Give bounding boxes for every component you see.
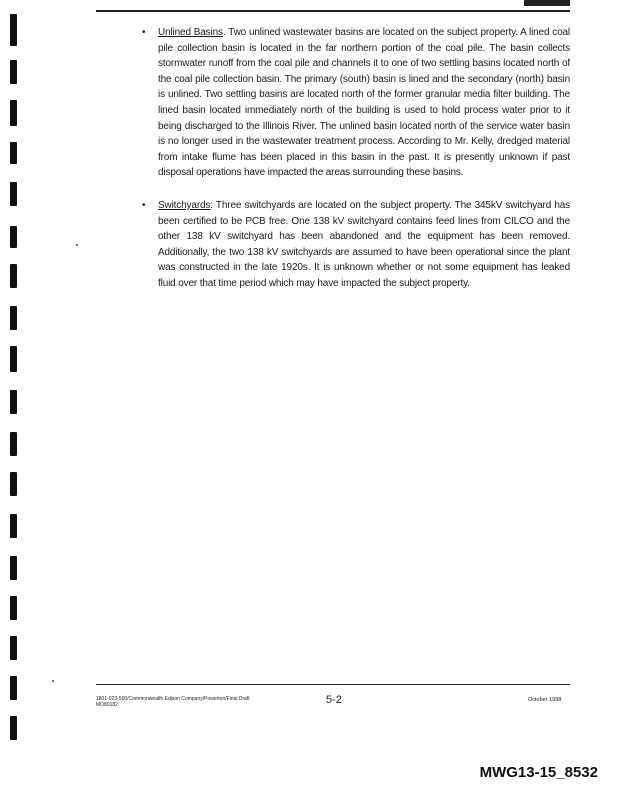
- scan-edge-mark: [10, 100, 17, 126]
- scan-edge-mark: [10, 14, 17, 46]
- header-rule: [96, 10, 570, 12]
- scan-speck: [52, 680, 54, 682]
- scan-edge-mark: [10, 306, 17, 330]
- scan-edge-mark: [10, 142, 17, 164]
- bullet-heading: Unlined Basins: [158, 27, 223, 38]
- bullet-paragraph: [158, 25, 570, 181]
- bullet-item-switchyards: [138, 198, 570, 292]
- scan-edge-mark: [10, 636, 17, 660]
- scan-edge-mark: [10, 60, 17, 84]
- page-number: 5-2: [326, 694, 342, 706]
- scan-edge-mark: [10, 264, 17, 288]
- scan-edge-mark: [10, 226, 17, 248]
- scan-edge-mark: [10, 182, 17, 206]
- scan-edge-mark: [10, 596, 17, 620]
- scan-edge-mark: [10, 432, 17, 456]
- footer-line-2: MO80182: [96, 702, 118, 708]
- bullet-body: . Two unlined wastewater basins are located on the subject property. A lined coal pile collection basin is located in the far northern portion of the coal pile. The basin collects stormwater runoff from the coal pile and channels it to one of two settling basins located north of the coal pile collection basin. The primary (south) basin is lined and the secondary (north) basin is unlined. Two settling basins are located north of the former granular media filter building. The lined basin located immediately north of the building is used to hold process water prior to it being discharged to the Illinois River. The unlined basin located north of the service water basin is no longer used in the wastewater treatment process. According to Mr. Kelly, dredged material from intake flume has been placed in this basin in the past. It is presently unknown if past disposal operations have impacted the areas surrounding these basins.: [158, 27, 571, 179]
- bullet-icon: •: [142, 199, 146, 211]
- bullet-body: : Three switchyards are located on the subject property. The 345kV switchyard has been certified to be PCB free. One 138 kV switchyard contains feed lines from CILCO and the other 138 kV switchyard has been abandoned and the equipment has been removed. Additionally, the two 138 kV switchyards are assumed to have been operational since the plant was constructed in the late 1920s. It is unknown whether or not some equipment has leaked fluid over that time period which may have impacted the subject property.: [158, 199, 570, 289]
- bullet-heading: Switchyards: [158, 199, 211, 211]
- scan-edge-mark: [10, 556, 17, 580]
- bullet-list: [138, 25, 570, 309]
- scan-edge-mark: [10, 346, 17, 372]
- footer-date: October 1998: [528, 697, 562, 703]
- header-logo-mark: [524, 0, 570, 6]
- scan-edge-mark: [10, 472, 17, 496]
- bullet-icon: •: [142, 27, 146, 38]
- footer-document-id: [96, 696, 250, 708]
- bates-number: MWG13-15_8532: [479, 764, 598, 781]
- scan-speck: [76, 244, 78, 246]
- bullet-item-unlined-basins: [138, 25, 570, 181]
- scan-edge-mark: [10, 716, 17, 740]
- footer-line-1: 1801-023-500/Commonwealth Edison Company/Powerton/Final Draft: [96, 696, 250, 702]
- scan-edge-mark: [10, 676, 17, 700]
- scan-edge-mark: [10, 390, 17, 414]
- bullet-paragraph: [158, 198, 570, 292]
- scan-edge-mark: [10, 514, 17, 538]
- footer-rule: [96, 684, 570, 685]
